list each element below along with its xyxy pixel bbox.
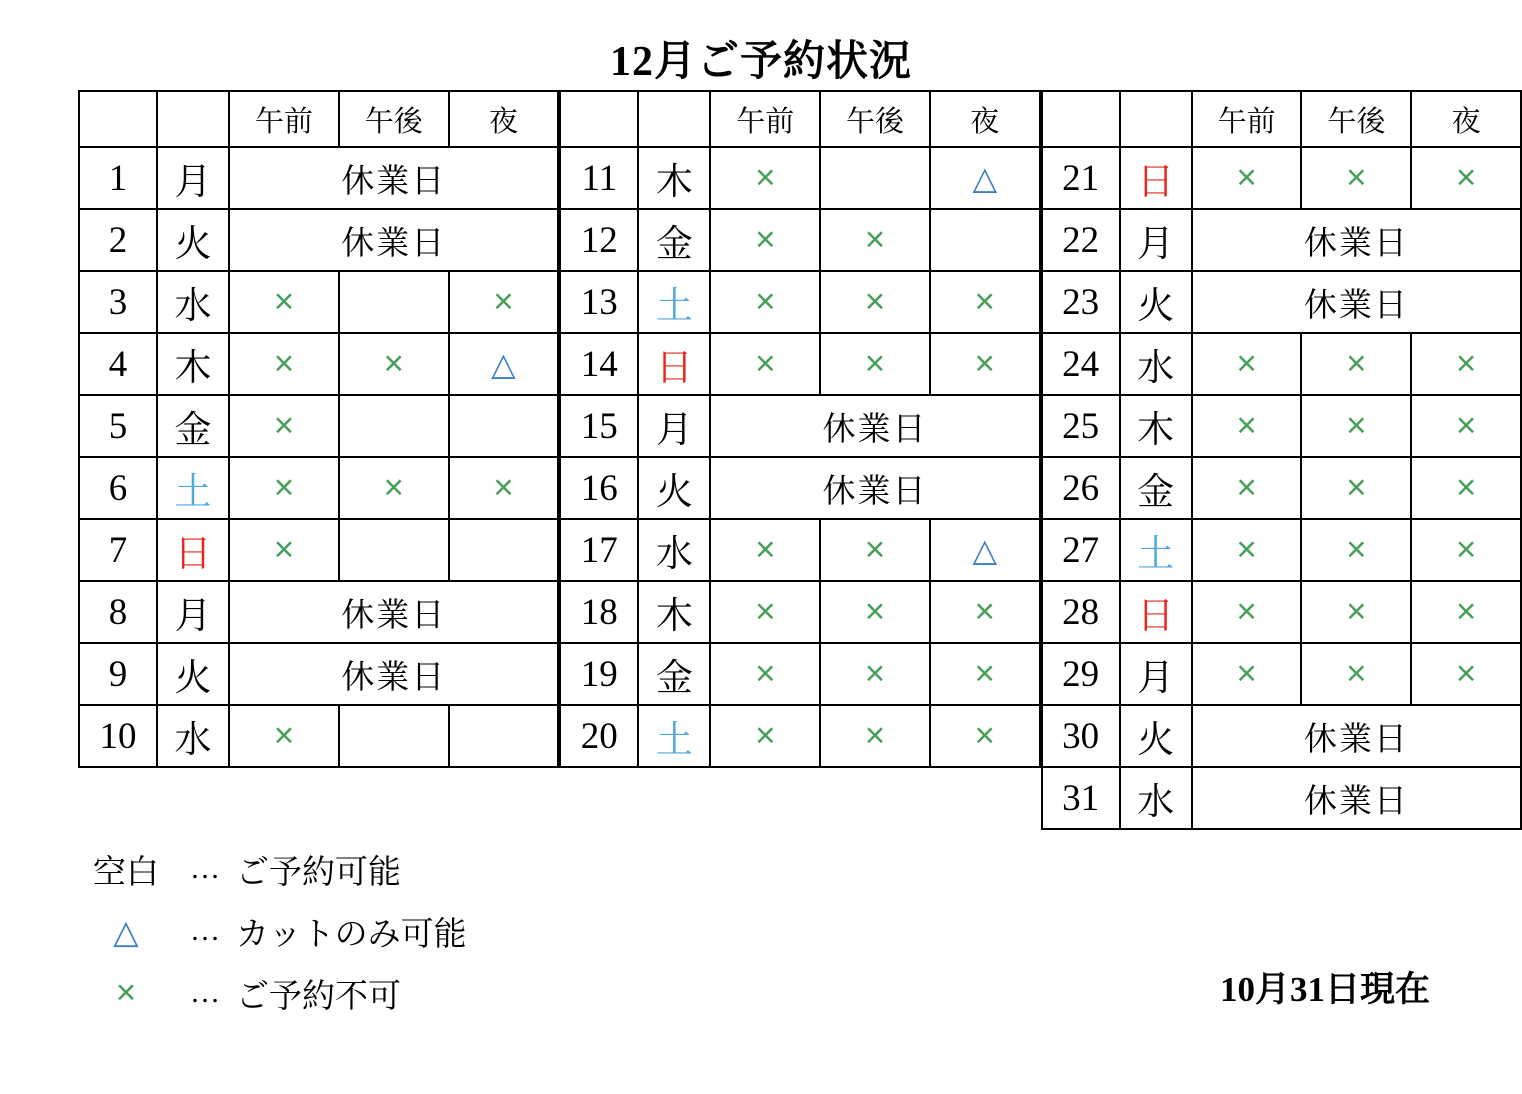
calendar-day-row [79,271,558,333]
slot-cell-3 [1411,333,1521,395]
header-day-blank [79,91,157,147]
day-number: 29 [1042,643,1120,705]
cross-icon: × [864,716,886,755]
day-number: 1 [79,147,157,209]
slot-cell-2 [1301,147,1411,209]
day-of-week: 土 [638,271,710,333]
calendar-day-row [79,147,558,209]
slot-cell-1 [1192,333,1302,395]
slot-cell-1 [229,395,339,457]
calendar-day-row [560,457,1039,519]
slot-cell-3 [449,395,559,457]
legend-label: ご予約可能 [236,854,401,891]
cross-icon: × [273,530,295,569]
triangle-icon: △ [972,160,998,196]
cross-icon: × [1346,530,1367,569]
day-number: 6 [79,457,157,519]
calendar-header-row [560,91,1039,147]
calendar-day-row [79,209,558,271]
closed-day-cell: 休業日 [1192,209,1521,271]
cross-icon: × [864,220,886,259]
legend-label: ご予約不可 [236,978,401,1015]
calendar-day-row [1042,395,1521,457]
day-of-week: 水 [638,519,710,581]
cross-icon: × [974,716,995,755]
cross-icon: × [493,282,514,321]
cross-icon: × [1236,468,1257,507]
day-number: 21 [1042,147,1120,209]
header-slot-3: 夜 [930,91,1040,147]
slot-cell-2 [820,333,930,395]
calendar-day-row [1042,705,1521,767]
day-number: 23 [1042,271,1120,333]
day-number: 28 [1042,581,1120,643]
day-of-week: 水 [1120,767,1192,829]
calendar-block-3 [1041,90,1522,830]
slot-cell-3 [930,271,1040,333]
day-of-week: 月 [157,581,229,643]
closed-day-cell: 休業日 [229,147,558,209]
day-of-week: 土 [157,457,229,519]
header-dow-blank [638,91,710,147]
cross-icon: × [1236,158,1257,197]
cross-icon: × [864,592,886,631]
cross-icon: × [974,592,995,631]
closed-day-cell: 休業日 [710,457,1039,519]
calendar-day-row [560,705,1039,767]
day-number: 31 [1042,767,1120,829]
day-number: 3 [79,271,157,333]
slot-cell-3 [1411,643,1521,705]
calendar-day-row [560,643,1039,705]
cross-icon: × [864,344,886,383]
day-of-week: 水 [1120,333,1192,395]
slot-cell-3 [449,519,559,581]
day-number: 5 [79,395,157,457]
cross-icon: × [273,468,295,507]
calendar-day-row [560,333,1039,395]
day-number: 11 [560,147,638,209]
slot-cell-2 [339,271,449,333]
day-number: 12 [560,209,638,271]
calendar-day-row [79,333,558,395]
day-of-week: 火 [1120,271,1192,333]
closed-day-cell: 休業日 [1192,705,1521,767]
slot-cell-3 [930,209,1040,271]
header-slot-2: 午後 [339,91,449,147]
slot-cell-2 [339,395,449,457]
as-of-date: 10月31日現在 [1219,970,1430,1009]
day-of-week: 月 [1120,643,1192,705]
calendar-day-row [560,395,1039,457]
slot-cell-3 [930,643,1040,705]
day-of-week: 水 [157,705,229,767]
slot-cell-3 [1411,581,1521,643]
header-slot-1: 午前 [1192,91,1302,147]
day-number: 25 [1042,395,1120,457]
calendar-day-row [1042,271,1521,333]
cross-icon: × [1346,654,1367,693]
day-of-week: 土 [638,705,710,767]
triangle-icon: △ [491,346,516,382]
day-of-week: 月 [638,395,710,457]
slot-cell-1 [1192,395,1302,457]
slot-cell-3 [1411,395,1521,457]
day-of-week: 日 [157,519,229,581]
cross-icon: × [1455,592,1477,631]
closed-day-cell: 休業日 [1192,271,1521,333]
calendar-day-row [1042,457,1521,519]
slot-cell-3 [1411,457,1521,519]
day-of-week: 木 [638,581,710,643]
day-of-week: 火 [157,643,229,705]
day-of-week: 火 [1120,705,1192,767]
calendar-day-row [79,519,558,581]
calendar-day-row [79,643,558,705]
slot-cell-3 [930,519,1040,581]
cross-icon: × [755,530,776,569]
slot-cell-2 [339,457,449,519]
day-number: 14 [560,333,638,395]
calendar-header-row [1042,91,1521,147]
cross-icon: × [864,282,886,321]
cross-icon: × [755,282,776,321]
cross-icon: × [1455,468,1477,507]
legend-label: カットのみ可能 [236,916,467,953]
day-of-week: 金 [1120,457,1192,519]
triangle-icon: △ [972,532,998,568]
day-of-week: 土 [1120,519,1192,581]
calendar-day-row [560,147,1039,209]
slot-cell-2 [1301,457,1411,519]
day-of-week: 火 [157,209,229,271]
day-of-week: 日 [1120,147,1192,209]
cross-icon: × [273,344,295,383]
cross-icon: × [1236,592,1257,631]
slot-cell-1 [710,705,820,767]
calendar-day-row [79,705,558,767]
slot-cell-1 [710,581,820,643]
slot-cell-3 [449,271,559,333]
header-slot-2: 午後 [1301,91,1411,147]
slot-cell-3 [449,457,559,519]
calendar-day-row [560,581,1039,643]
cross-icon: × [755,654,776,693]
cross-icon: × [273,716,295,755]
cross-icon: × [1455,654,1477,693]
cross-icon: × [755,158,776,197]
slot-cell-3 [930,147,1040,209]
day-of-week: 木 [638,147,710,209]
day-number: 15 [560,395,638,457]
calendar-day-row [1042,581,1521,643]
cross-icon: × [1455,406,1477,445]
calendar-tables [78,90,1522,830]
cross-icon: × [755,344,776,383]
slot-cell-1 [710,271,820,333]
calendar-day-row [1042,519,1521,581]
cross-icon: × [273,406,295,445]
day-number: 30 [1042,705,1120,767]
slot-cell-2 [339,519,449,581]
day-of-week: 火 [638,457,710,519]
closed-day-cell: 休業日 [229,581,558,643]
slot-cell-1 [710,147,820,209]
cross-icon: × [273,282,295,321]
day-number: 8 [79,581,157,643]
slot-cell-1 [1192,581,1302,643]
header-slot-2: 午後 [820,91,930,147]
header-dow-blank [1120,91,1192,147]
cross-icon: × [864,530,886,569]
cross-icon: × [1236,654,1257,693]
slot-cell-2 [820,705,930,767]
cross-icon: × [974,654,995,693]
cross-icon: × [1455,530,1477,569]
day-of-week: 月 [157,147,229,209]
cross-icon: × [1236,406,1257,445]
cross-icon: × [755,220,776,259]
legend-item [78,900,467,962]
day-number: 26 [1042,457,1120,519]
day-number: 13 [560,271,638,333]
cross-icon: × [383,468,404,507]
header-day-blank [560,91,638,147]
slot-cell-2 [820,643,930,705]
day-of-week: 金 [638,643,710,705]
header-dow-blank [157,91,229,147]
day-number: 22 [1042,209,1120,271]
slot-cell-2 [1301,581,1411,643]
cross-icon: × [1236,344,1257,383]
cross-icon: × [115,973,137,1012]
day-of-week: 金 [638,209,710,271]
header-slot-3: 夜 [1411,91,1521,147]
cross-icon: × [1455,344,1477,383]
cross-icon: × [383,344,404,383]
slot-cell-2 [1301,519,1411,581]
slot-cell-1 [710,643,820,705]
closed-day-cell: 休業日 [229,643,558,705]
cross-icon: × [755,592,776,631]
legend-dots: … [190,914,220,947]
day-number: 20 [560,705,638,767]
day-number: 18 [560,581,638,643]
slot-cell-3 [930,581,1040,643]
legend-dots: … [190,852,220,885]
calendar-day-row [1042,147,1521,209]
slot-cell-1 [229,705,339,767]
day-of-week: 日 [1120,581,1192,643]
calendar-day-row [1042,333,1521,395]
slot-cell-1 [710,519,820,581]
calendar-day-row [1042,643,1521,705]
slot-cell-1 [229,271,339,333]
header-slot-1: 午前 [710,91,820,147]
day-number: 2 [79,209,157,271]
calendar-day-row [1042,767,1521,829]
slot-cell-2 [820,519,930,581]
day-number: 17 [560,519,638,581]
slot-cell-1 [229,519,339,581]
calendar-day-row [560,519,1039,581]
calendar-day-row [560,271,1039,333]
slot-cell-2 [820,147,930,209]
slot-cell-2 [1301,395,1411,457]
calendar-day-row [1042,209,1521,271]
cross-icon: × [1346,406,1367,445]
calendar-block-2 [559,90,1040,768]
page-title: 12月ご予約状況 [609,39,912,85]
header-slot-3: 夜 [449,91,559,147]
triangle-icon: △ [113,912,139,950]
calendar-header-row [79,91,558,147]
legend-item [78,838,467,900]
day-of-week: 日 [638,333,710,395]
day-of-week: 木 [157,333,229,395]
cross-icon: × [1346,468,1367,507]
slot-cell-1 [1192,519,1302,581]
cross-icon: × [493,468,514,507]
day-of-week: 水 [157,271,229,333]
slot-cell-3 [1411,519,1521,581]
day-number: 19 [560,643,638,705]
calendar-day-row [79,457,558,519]
slot-cell-2 [339,333,449,395]
legend [78,838,467,1024]
slot-cell-1 [229,333,339,395]
cross-icon: × [1346,344,1367,383]
day-number: 4 [79,333,157,395]
cross-icon: × [1346,158,1367,197]
cross-icon: × [864,654,886,693]
slot-cell-1 [1192,457,1302,519]
day-number: 24 [1042,333,1120,395]
cross-icon: × [1455,158,1477,197]
closed-day-cell: 休業日 [1192,767,1521,829]
closed-day-cell: 休業日 [710,395,1039,457]
header-day-blank [1042,91,1120,147]
day-of-week: 木 [1120,395,1192,457]
slot-cell-2 [820,209,930,271]
cross-icon: × [1346,592,1367,631]
calendar-day-row [79,395,558,457]
slot-cell-2 [820,581,930,643]
cross-icon: × [974,344,995,383]
day-number: 7 [79,519,157,581]
day-number: 27 [1042,519,1120,581]
slot-cell-2 [1301,333,1411,395]
cross-icon: × [974,282,995,321]
legend-dots: … [190,976,220,1009]
calendar-block-1 [78,90,559,768]
slot-cell-2 [1301,643,1411,705]
cross-icon: × [1236,530,1257,569]
day-of-week: 月 [1120,209,1192,271]
slot-cell-3 [930,705,1040,767]
legend-item [78,962,467,1024]
cross-icon: × [755,716,776,755]
slot-cell-3 [930,333,1040,395]
header-slot-1: 午前 [229,91,339,147]
calendar-day-row [79,581,558,643]
day-number: 10 [79,705,157,767]
slot-cell-3 [1411,147,1521,209]
slot-cell-3 [449,333,559,395]
slot-cell-1 [229,457,339,519]
day-number: 9 [79,643,157,705]
slot-cell-2 [339,705,449,767]
slot-cell-1 [710,209,820,271]
slot-cell-3 [449,705,559,767]
legend-symbol-blank: 空白 [93,854,159,891]
slot-cell-1 [1192,147,1302,209]
slot-cell-1 [710,333,820,395]
slot-cell-2 [820,271,930,333]
closed-day-cell: 休業日 [229,209,558,271]
calendar-day-row [560,209,1039,271]
day-number: 16 [560,457,638,519]
slot-cell-1 [1192,643,1302,705]
day-of-week: 金 [157,395,229,457]
